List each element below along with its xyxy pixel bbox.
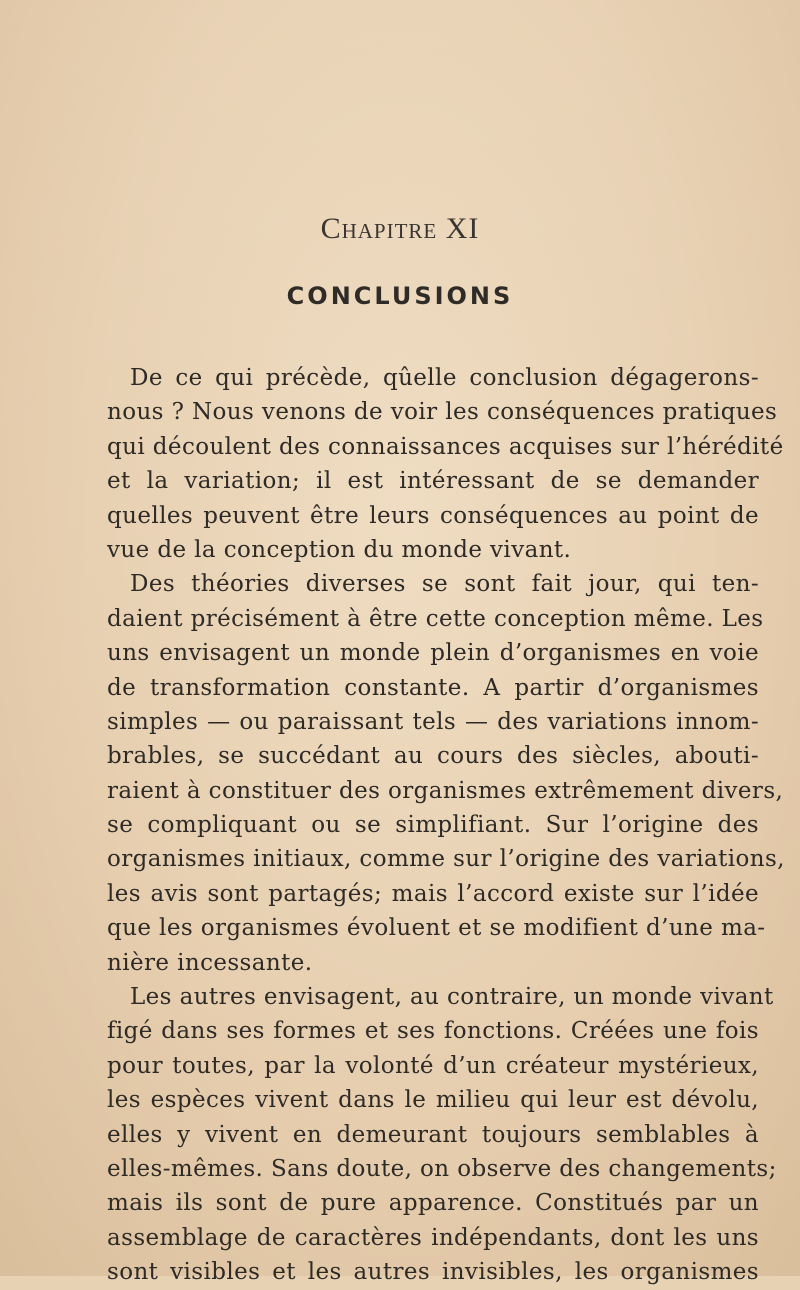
text-line: mais ils sont de pure apparence. Constitués par un [107, 1190, 759, 1217]
text-line: De ce qui précède, qûelle conclusion dégagerons- [130, 365, 759, 391]
text-line: et la variation; il est intéressant de se demander [107, 468, 759, 495]
text-line: Des théories diverses se sont fait jour, qui ten- [130, 571, 759, 598]
text-line: Les autres envisagent, au contraire, un monde vivant [130, 984, 774, 1011]
text-line: daient précisément à être cette conception même. Les [107, 605, 764, 632]
text-line: nous ? Nous venons de voir les conséquences pratiques [107, 399, 778, 426]
text-line: quelles peuvent être leurs conséquences au point de [107, 502, 759, 529]
body-text [107, 361, 785, 1290]
chapter-title: CONCLUSIONS [286, 282, 514, 310]
text-line: elles-mêmes. Sans doute, on observe des changements; [107, 1155, 777, 1182]
text-line: sont visibles et les autres invisibles, les organismes [107, 1259, 759, 1286]
text-line: vue de la conception du monde vivant. [107, 536, 572, 563]
text-line: brables, se succédant au cours des siècles, abouti- [107, 743, 759, 770]
text-line: nière incessante. [107, 949, 313, 976]
text-line: se compliquant ou se simplifiant. Sur l’origine des [107, 812, 759, 839]
text-line: les espèces vivent dans le milieu qui leur est dévolu, [107, 1087, 759, 1114]
text-line: uns envisagent un monde plein d’organismes en voie [107, 640, 759, 667]
text-line: assemblage de caractères indépendants, dont les uns [107, 1224, 759, 1251]
text-line: organismes initiaux, comme sur l’origine des variations, [107, 846, 785, 873]
text-line: elles y vivent en demeurant toujours semblables à [107, 1121, 759, 1148]
chapter-heading: Chapitre XI [320, 212, 480, 245]
text-line: de transformation constante. A partir d’organismes [107, 674, 759, 701]
text-line: figé dans ses formes et ses fonctions. Créées une fois [107, 1018, 759, 1045]
text-line: que les organismes évoluent et se modifient d’une ma- [107, 915, 766, 942]
text-line: pour toutes, par la volonté d’un créateur mystérieux, [107, 1052, 759, 1079]
text-line: simples — ou paraissant tels — des variations innom- [107, 708, 759, 735]
text-line: raient à constituer des organismes extrêmement divers, [107, 777, 784, 804]
text-line: les avis sont partagés; mais l’accord existe sur l’idée [107, 880, 759, 907]
text-line: qui découlent des connaissances acquises sur l’hérédité [107, 433, 784, 460]
